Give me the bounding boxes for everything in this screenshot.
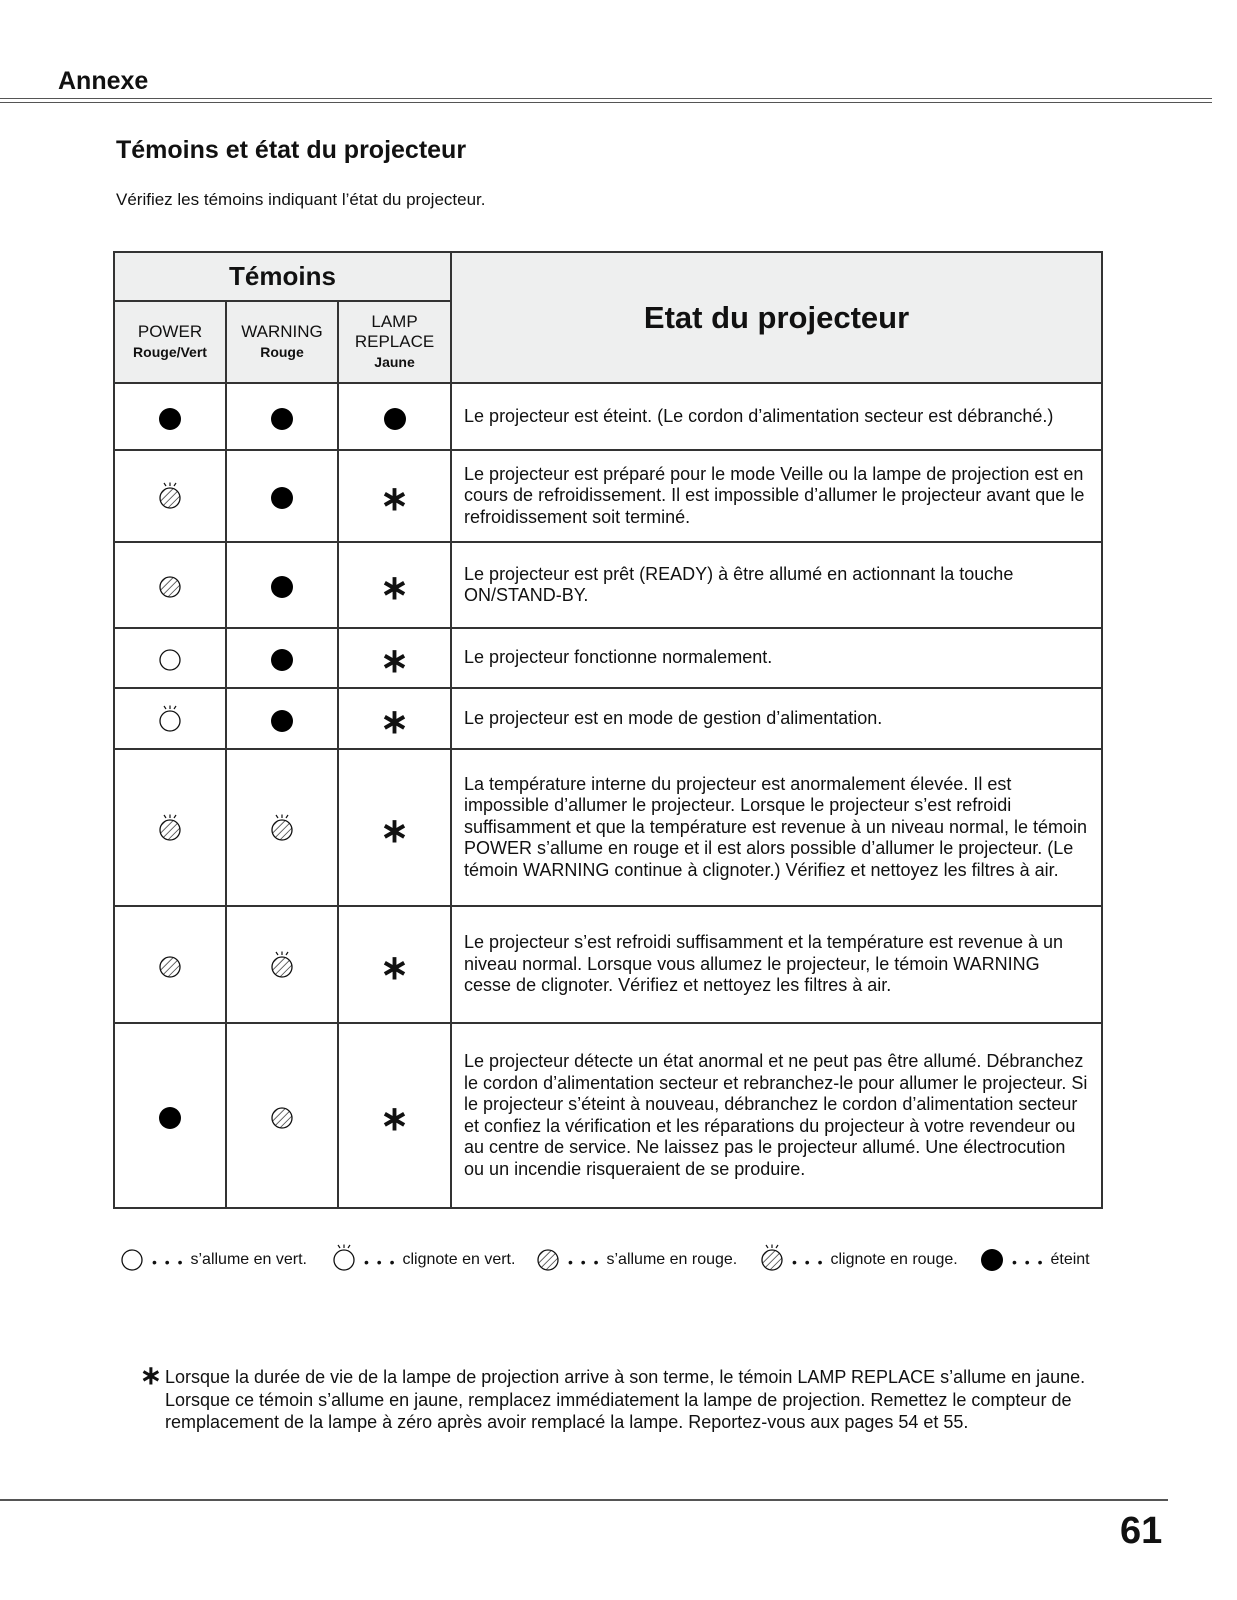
power-label: POWER bbox=[137, 322, 203, 341]
indicators-group-header: Témoins bbox=[114, 252, 451, 301]
power-column-header bbox=[114, 301, 226, 383]
warning-label: WARNING bbox=[241, 322, 323, 341]
indicator-cell bbox=[338, 906, 451, 1023]
led-red-blinking-icon bbox=[270, 814, 294, 842]
indicator-cell bbox=[226, 383, 338, 450]
led-off-icon bbox=[270, 403, 294, 431]
table-body bbox=[114, 383, 1102, 1208]
indicator-cell bbox=[338, 628, 451, 688]
legend-item bbox=[980, 1244, 1090, 1272]
asterisk-icon: ∗ bbox=[380, 702, 409, 741]
led-red-on-icon bbox=[158, 571, 182, 599]
asterisk-icon: ∗ bbox=[380, 1099, 409, 1138]
indicator-status-table bbox=[113, 251, 1103, 1209]
state-description: Le projecteur est éteint. (Le cordon d’alimentation secteur est débranché.) bbox=[451, 383, 1102, 450]
legend-dots: • • • bbox=[568, 1254, 601, 1270]
indicator-cell bbox=[338, 749, 451, 906]
led-green-on-icon bbox=[120, 1244, 144, 1272]
state-description: Le projecteur fonctionne normalement. bbox=[451, 628, 1102, 688]
led-red-blinking-icon bbox=[158, 482, 182, 510]
indicator-cell bbox=[226, 542, 338, 628]
lamp-label-line2: REPLACE bbox=[354, 332, 435, 351]
lamp-replace-footnote bbox=[140, 1360, 1090, 1434]
indicator-cell bbox=[226, 749, 338, 906]
led-green-blinking-icon bbox=[158, 705, 182, 733]
page-number: 61 bbox=[1120, 1510, 1163, 1552]
indicator-cell bbox=[114, 906, 226, 1023]
led-red-on-icon bbox=[536, 1244, 560, 1272]
indicator-cell bbox=[226, 1023, 338, 1208]
led-green-blinking-icon bbox=[332, 1244, 356, 1272]
indicator-cell bbox=[114, 450, 226, 542]
legend-label: s’allume en vert. bbox=[190, 1251, 307, 1268]
indicator-cell bbox=[338, 383, 451, 450]
led-red-on-icon bbox=[270, 1102, 294, 1130]
legend-dots: • • • bbox=[152, 1254, 185, 1270]
led-red-blinking-icon bbox=[158, 814, 182, 842]
state-description: Le projecteur est préparé pour le mode Veille ou la lampe de projection est en cours de refroidissement. Il est impossible d’allumer le projecteur avant que le refroidissement soit terminé. bbox=[451, 450, 1102, 542]
led-off-icon bbox=[270, 705, 294, 733]
asterisk-icon: ∗ bbox=[380, 480, 409, 518]
state-description: La température interne du projecteur est anormalement élevée. Il est impossible d’allumer le projecteur. Lorsque le projecteur s’est refroidi suffisamment et que la température est revenue à un niveau normal, le témoin POWER s’allume en rouge et il est alors possible d’allumer le projecteur. (Le témoin WARNING continue à clignoter.) Vérifiez et nettoyez les filtres à air. bbox=[451, 749, 1102, 906]
section-title: Annexe bbox=[58, 67, 149, 95]
indicator-legend bbox=[120, 1244, 1100, 1280]
state-description: Le projecteur détecte un état anormal et ne peut pas être allumé. Débranchez le cordon d’alimentation secteur et rebranchez-le pour allumer le projecteur. Si le projecteur s’éteint à nouveau, débranchez le cordon d’alimentation secteur et confiez la vérification et les réparations du projecteur à votre revendeur ou au centre de service. Ne laissez pas le projecteur allumé. Une électrocution ou un incendie risqueraient de se produire. bbox=[451, 1023, 1102, 1208]
indicator-cell bbox=[114, 628, 226, 688]
table-row bbox=[114, 688, 1102, 749]
indicator-cell bbox=[338, 1023, 451, 1208]
footnote-text: Lorsque la durée de vie de la lampe de projection arrive à son terme, le témoin LAMP REPLACE s’allume en jaune. Lorsque ce témoin s’allume en jaune, remplacez immédiatement la lampe de projection. Remettez le compteur de remplacement de la lampe à zéro après avoir remplacé la lampe. Reportez-vous aux pages 54 et 55. bbox=[165, 1367, 1086, 1432]
led-off-icon bbox=[158, 403, 182, 431]
led-off-icon bbox=[270, 644, 294, 672]
indicator-cell bbox=[114, 542, 226, 628]
led-off-icon bbox=[270, 482, 294, 510]
legend-label: clignote en vert. bbox=[402, 1251, 516, 1268]
indicator-cell bbox=[114, 1023, 226, 1208]
asterisk-icon: ∗ bbox=[140, 1360, 162, 1390]
legend-dots: • • • bbox=[792, 1254, 825, 1270]
state-column-header: Etat du projecteur bbox=[451, 252, 1102, 383]
led-red-blinking-icon bbox=[760, 1244, 784, 1272]
table-row bbox=[114, 1023, 1102, 1208]
legend-item bbox=[760, 1244, 958, 1272]
indicator-cell bbox=[226, 688, 338, 749]
asterisk-icon: ∗ bbox=[380, 642, 409, 680]
header-double-rule bbox=[0, 98, 1212, 103]
table-row bbox=[114, 542, 1102, 628]
table-row bbox=[114, 906, 1102, 1023]
led-off-icon bbox=[383, 403, 407, 431]
indicator-cell bbox=[338, 450, 451, 542]
legend-label: s’allume en rouge. bbox=[606, 1251, 738, 1268]
lamp-replace-column-header bbox=[338, 301, 451, 383]
warning-column-header bbox=[226, 301, 338, 383]
indicator-cell bbox=[338, 688, 451, 749]
lamp-label-line1: LAMP bbox=[371, 312, 418, 331]
led-green-on-icon bbox=[158, 644, 182, 672]
table-row bbox=[114, 450, 1102, 542]
asterisk-icon: ∗ bbox=[380, 569, 409, 607]
indicator-cell bbox=[226, 906, 338, 1023]
power-colors: Rouge/Vert bbox=[133, 344, 207, 360]
legend-item bbox=[536, 1244, 737, 1272]
table-row bbox=[114, 749, 1102, 906]
legend-item bbox=[332, 1244, 515, 1272]
page-heading: Témoins et état du projecteur bbox=[116, 136, 467, 164]
asterisk-icon: ∗ bbox=[380, 811, 409, 850]
indicator-cell bbox=[338, 542, 451, 628]
table-row bbox=[114, 383, 1102, 450]
lamp-colors: Jaune bbox=[374, 354, 415, 370]
led-off-icon bbox=[270, 571, 294, 599]
state-description: Le projecteur s’est refroidi suffisamment et la température est revenue à un niveau normal. Lorsque vous allumez le projecteur, le témoin WARNING cesse de clignoter. Vérifiez et nettoyez les filtres à air. bbox=[451, 906, 1102, 1023]
footer-rule bbox=[0, 1499, 1168, 1501]
indicator-cell bbox=[114, 749, 226, 906]
indicator-cell bbox=[114, 383, 226, 450]
legend-label: éteint bbox=[1050, 1251, 1090, 1268]
table-header-row-1 bbox=[114, 252, 1102, 301]
legend-dots: • • • bbox=[1012, 1254, 1045, 1270]
indicator-cell bbox=[226, 450, 338, 542]
state-description: Le projecteur est en mode de gestion d’alimentation. bbox=[451, 688, 1102, 749]
indicator-cell bbox=[114, 688, 226, 749]
led-off-icon bbox=[980, 1244, 1004, 1272]
led-red-blinking-icon bbox=[270, 951, 294, 979]
asterisk-icon: ∗ bbox=[380, 948, 409, 987]
indicator-cell bbox=[226, 628, 338, 688]
warning-colors: Rouge bbox=[260, 344, 304, 360]
intro-text: Vérifiez les témoins indiquant l’état du projecteur. bbox=[116, 190, 486, 209]
legend-item bbox=[120, 1244, 307, 1272]
legend-label: clignote en rouge. bbox=[830, 1251, 958, 1268]
table-row bbox=[114, 628, 1102, 688]
led-off-icon bbox=[158, 1102, 182, 1130]
led-red-on-icon bbox=[158, 951, 182, 979]
state-description: Le projecteur est prêt (READY) à être allumé en actionnant la touche ON/STAND-BY. bbox=[451, 542, 1102, 628]
legend-dots: • • • bbox=[364, 1254, 397, 1270]
